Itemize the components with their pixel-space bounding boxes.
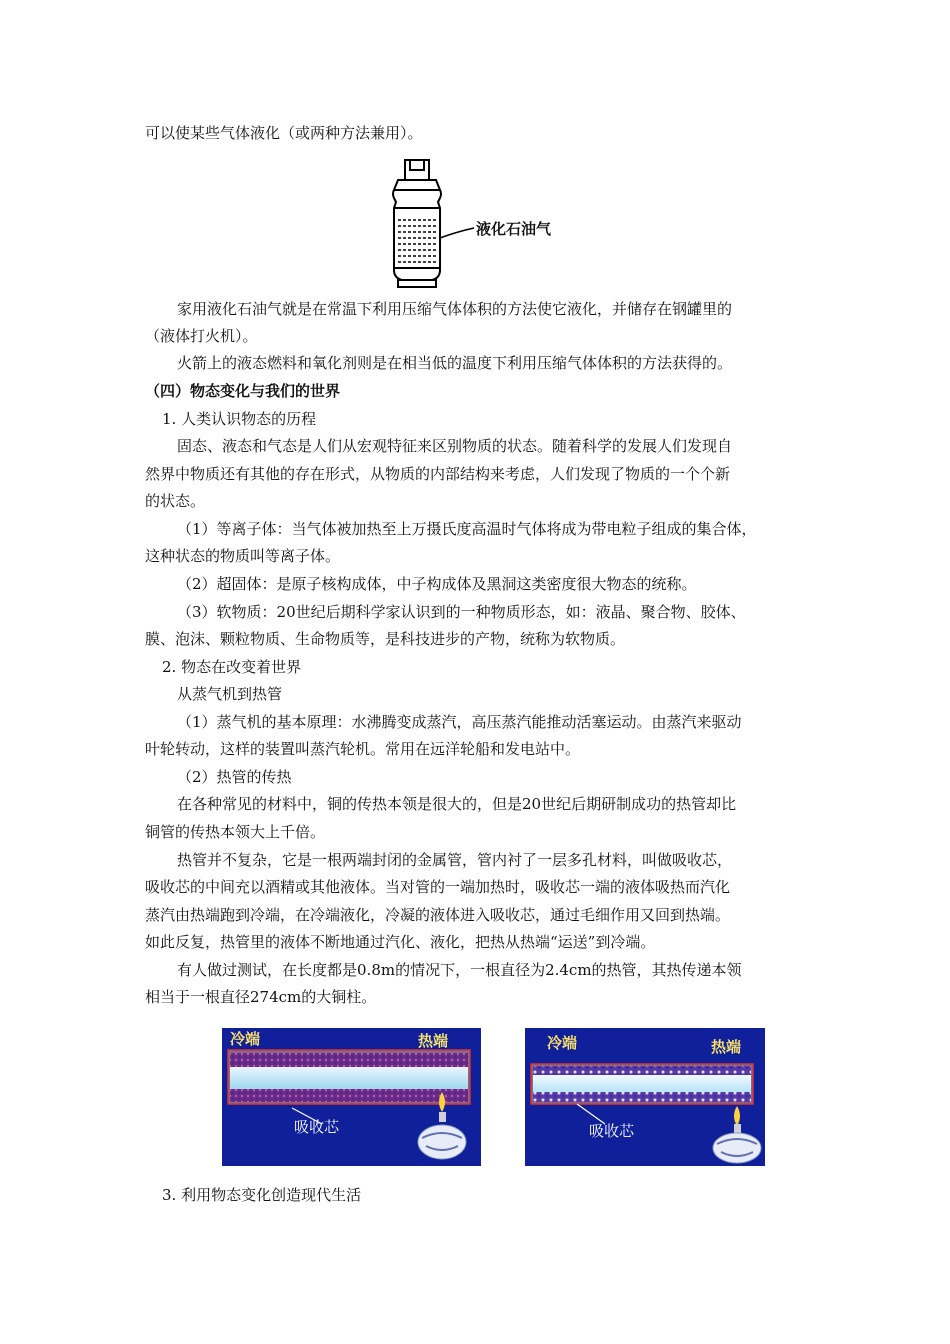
- paragraph-line: 有人做过测试，在长度都是0.8m的情况下，一根直径为2.4cm的热管，其热传递本领: [177, 961, 742, 979]
- paragraph-line: 这种状态的物质叫等离子体。: [145, 547, 341, 565]
- paragraph-line: 相当于一根直径274cm的大铜柱。: [145, 988, 377, 1006]
- paragraph-line: （3）软物质：20世纪后期科学家认识到的一种物质形态，如：液晶、聚合物、胶体、: [177, 603, 746, 621]
- cold-end-label: 冷端: [230, 1030, 261, 1048]
- paragraph-line: （1）蒸气机的基本原理：水沸腾变成蒸汽，高压蒸汽能推动活塞运动。由蒸汽来驱动: [177, 713, 742, 731]
- hot-end-label: 热端: [418, 1032, 449, 1050]
- paragraph-line: （2）超固体：是原子核构成体，中子构成体及黑洞这类密度很大物态的统称。: [177, 575, 697, 593]
- cold-end-label: 冷端: [547, 1034, 578, 1052]
- paragraph-line: 固态、液态和气态是人们从宏观特征来区别物质的状态。随着科学的发展人们发现自: [177, 437, 733, 455]
- paragraph-line: 膜、泡沫、颗粒物质、生命物质等，是科技进步的产物，统称为软物质。: [145, 630, 626, 648]
- subheading: 2. 物态在改变着世界: [162, 658, 302, 676]
- paragraph-line: 火箭上的液态燃料和氧化剂则是在相当低的温度下利用压缩气体体积的方法获得的。: [177, 354, 733, 372]
- paragraph-line: 可以使某些气体液化（或两种方法兼用）。: [145, 124, 423, 142]
- paragraph-line: （1）等离子体：当气体被加热至上万摄氏度高温时气体将成为带电粒子组成的集合体，: [177, 520, 757, 538]
- paragraph-line: 铜管的传热本领大上千倍。: [145, 823, 326, 841]
- paragraph-line: 然界中物质还有其他的存在形式，从物质的内部结构来考虑，人们发现了物质的一个个新: [145, 465, 731, 483]
- heat-pipe-figure-1: [222, 1028, 481, 1166]
- paragraph-line: 的状态。: [145, 492, 206, 510]
- paragraph-line: （液体打火机）。: [145, 327, 258, 345]
- paragraph-line: 叶轮转动，这样的装置叫蒸汽轮机。常用在远洋轮船和发电站中。: [145, 740, 581, 758]
- lpg-label: 液化石油气: [476, 220, 552, 238]
- heat-pipe-figure-2: [525, 1028, 765, 1166]
- hot-end-label: 热端: [711, 1038, 742, 1056]
- paragraph-line: （2）热管的传热: [177, 768, 292, 786]
- paragraph-line: 热管并不复杂，它是一根两端封闭的金属管，管内衬了一层多孔材料，叫做吸收芯，: [177, 851, 733, 869]
- paragraph-line: 蒸汽由热端跑到冷端，在冷端液化，冷凝的液体进入吸收芯，通过毛细作用又回到热端。: [145, 906, 731, 924]
- wick-label: 吸收芯: [589, 1122, 635, 1140]
- paragraph-line: 从蒸气机到热管: [177, 685, 283, 703]
- subheading: 3. 利用物态变化创造现代生活: [162, 1186, 362, 1204]
- paragraph-line: 家用液化石油气就是在常温下利用压缩气体体积的方法使它液化，并储存在钢罐里的: [177, 300, 733, 318]
- subheading: 1. 人类认识物态的历程: [162, 410, 317, 428]
- paragraph-line: 如此反复，热管里的液体不断地通过汽化、液化，把热从热端“运送”到冷端。: [145, 933, 656, 951]
- section-heading: （四）物态变化与我们的世界: [145, 382, 341, 400]
- paragraph-line: 吸收芯的中间充以酒精或其他液体。当对管的一端加热时，吸收芯一端的液体吸热而汽化: [145, 878, 731, 896]
- paragraph-line: 在各种常见的材料中，铜的传热本领是很大的，但是20世纪后期研制成功的热管却比: [177, 795, 737, 813]
- wick-label: 吸收芯: [294, 1118, 340, 1136]
